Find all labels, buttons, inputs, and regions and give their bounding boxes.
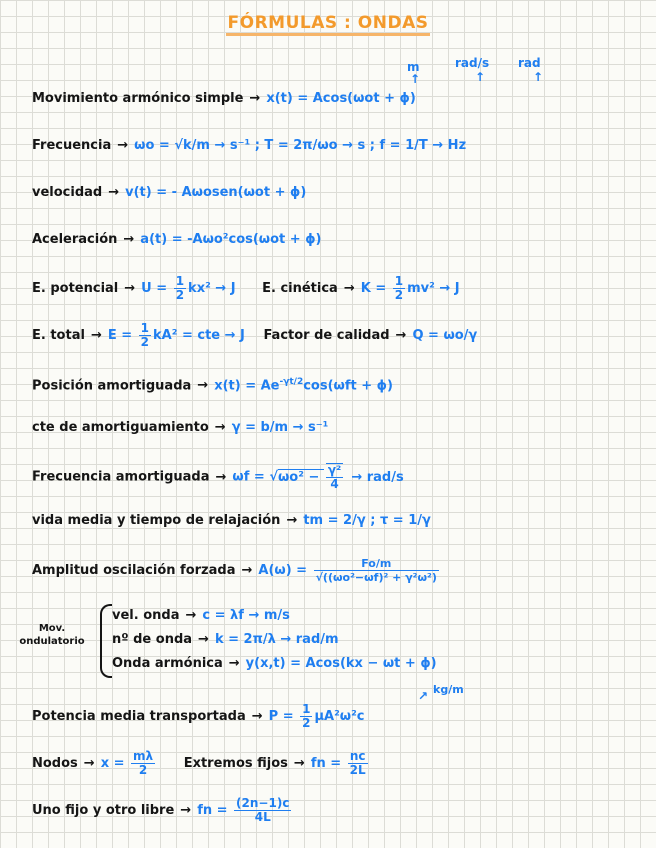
- row-velocidad: velocidad → v(t) = - Aωosen(ωot + ϕ): [32, 185, 307, 200]
- fraction: $\frac{(2n-1)c}{4L}$: [236, 796, 290, 824]
- up-arrow-icon: ↑: [533, 70, 544, 84]
- row-energia-total: E. total → E = $\frac{1}{2}$ kA² = cte → J Factor de calidad → Q = ωo/γ: [32, 321, 478, 349]
- row-vel-onda: vel. onda → c = λf → m/s: [112, 608, 290, 623]
- unit-rad-label: rad: [518, 56, 541, 70]
- row-energia-potencial: E. potencial → U = $\frac{1}{2}$ kx² → J E. cinética → K = $\frac{1}{2}$ mv² → J: [32, 274, 460, 302]
- unit-rad-s-label: rad/s: [455, 56, 490, 70]
- fraction: $\frac{Fo/m}{\text{√((ωo²−ωf)² + γ²ω²)}}$: [315, 557, 437, 584]
- unit-m-label: m: [407, 60, 420, 74]
- row-potencia-media: Potencia media transportada → P = $\frac{1}{2}$ μA²ω²c: [32, 702, 365, 730]
- curly-brace-icon: [100, 604, 112, 678]
- row-onda-armonica: Onda armónica → y(x,t) = Acos(kx − ωt + ϕ): [112, 656, 437, 671]
- row-uno-fijo: Uno fijo y otro libre → fn = $\frac{(2n-1)c}{4L}$: [32, 796, 290, 824]
- row-cte-amortiguamiento: cte de amortiguamiento → γ = b/m → s⁻¹: [32, 420, 329, 435]
- kg-m-annotation: kg/m: [433, 683, 464, 696]
- row-posicion-amortiguada: Posición amortiguada → $x(t) = Ae^{-\gamma t/2}\cos(\omega ft + \phi)$: [32, 377, 393, 394]
- fraction: $\frac{\text{γ²}}{4}$: [327, 463, 342, 491]
- fraction: $\frac{1}{2}$: [302, 702, 311, 730]
- mov-ondulatorio-label: Mov. ondulatorio: [19, 623, 85, 647]
- up-arrow-icon: ↑: [475, 70, 486, 84]
- row-aceleracion: Aceleración → a(t) = -Aωo²cos(ωot + ϕ): [32, 232, 322, 247]
- up-arrow-icon: ↑: [410, 72, 421, 86]
- fraction: $\frac{1}{2}$: [140, 321, 150, 349]
- row-amplitud-forzada: Amplitud oscilación forzada → A(ω) = $\frac{Fo/m}{\text{√((ωo²−ωf)² + γ²ω²)}}$: [32, 557, 437, 584]
- row-vida-media: vida media y tiempo de relajación → tm = 2/γ ; τ = 1/γ: [32, 513, 431, 528]
- fraction: $\frac{1}{2}$: [175, 274, 185, 302]
- page-title: FÓRMULAS : ONDAS: [0, 13, 656, 33]
- row-frecuencia-amortiguada: Frecuencia amortiguada → ωf = √ωo² − $\frac{\text{γ²}}{4}$ → rad/s: [32, 463, 404, 491]
- row-mas: Movimiento armónico simple → x(t) = Acos(ωot + ϕ): [32, 91, 416, 106]
- arrow-icon: ↗: [418, 689, 429, 703]
- fraction: $\frac{m\lambda}{2}$: [133, 749, 154, 777]
- fraction: $\frac{nc}{2L}$: [349, 749, 366, 777]
- row-numero-onda: nº de onda → k = 2π/λ → rad/m: [112, 632, 339, 647]
- row-nodos: Nodos → x = $\frac{m\lambda}{2}$ Extremos fijos → fn = $\frac{nc}{2L}$: [32, 749, 366, 777]
- fraction: $\frac{1}{2}$: [394, 274, 404, 302]
- row-frecuencia: Frecuencia → ωo = √k/m → s⁻¹ ; T = 2π/ωo → s ; f = 1/T → Hz: [32, 138, 467, 153]
